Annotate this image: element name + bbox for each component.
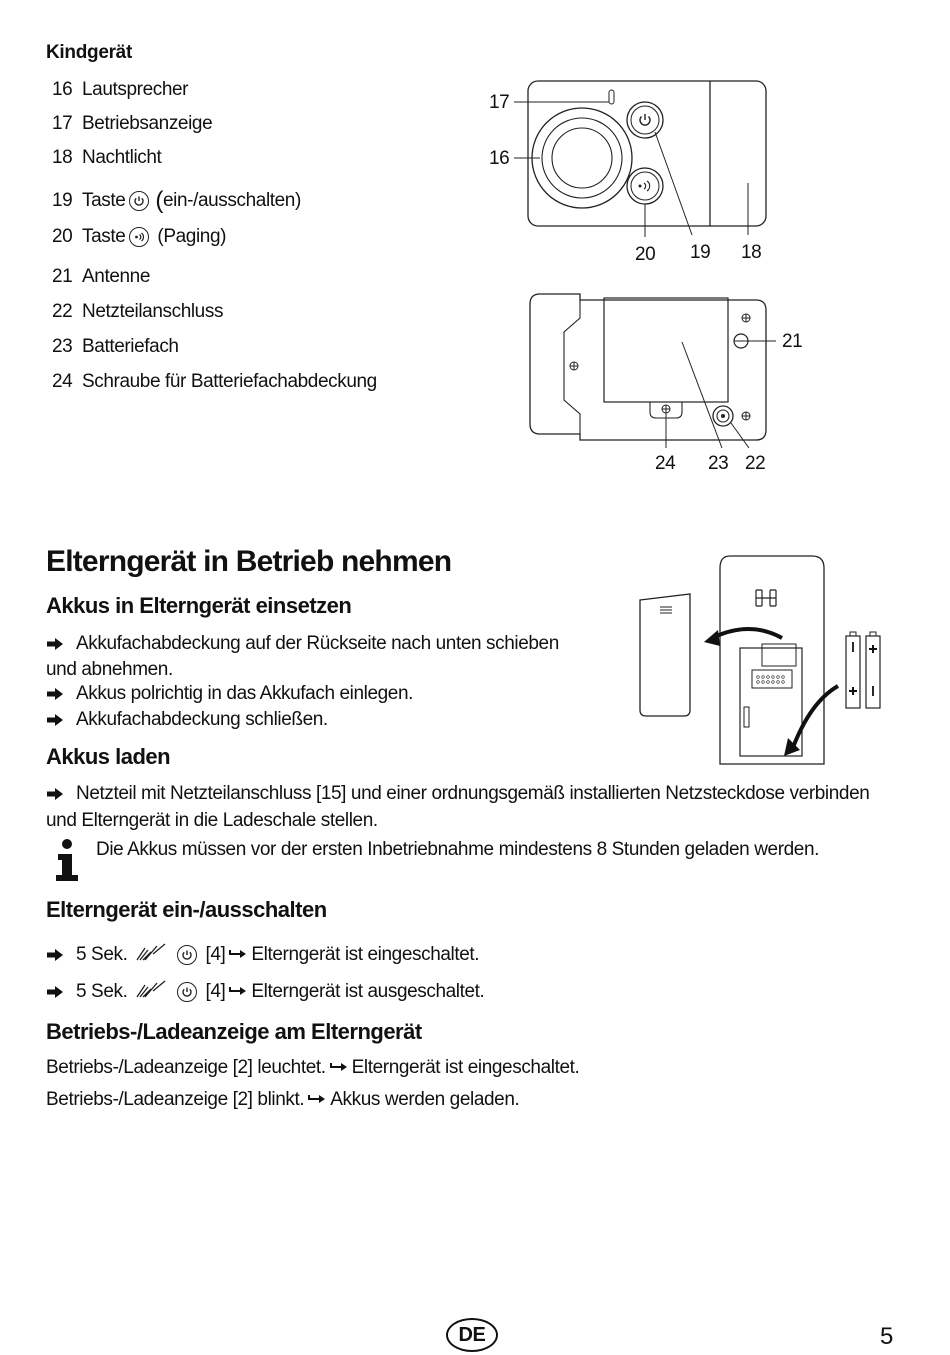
item-label: Lautsprecher — [82, 79, 189, 100]
bullet-arrow-icon — [46, 981, 66, 1003]
language-badge: DE — [446, 1318, 498, 1352]
item-label: Nachtlicht — [82, 147, 162, 168]
callout-20: 20 — [635, 244, 656, 265]
item-number: 18 — [52, 147, 73, 168]
item-paren: ( — [155, 187, 164, 214]
subheading-power-on-off: Elterngerät ein-/ausschalten — [46, 897, 327, 922]
info-icon — [52, 838, 96, 888]
step-connect-charger — [46, 781, 869, 834]
power-icon — [177, 982, 197, 1002]
item-number: 21 — [52, 266, 73, 287]
step-text: Akkufachabdeckung auf der Rückseite nach unten schieben — [76, 633, 559, 654]
bullet-arrow-icon — [46, 944, 66, 966]
step-text-continued: und Elterngerät in die Ladeschale stellen. — [46, 810, 378, 831]
press-hold-icon — [135, 979, 167, 1005]
result-arrow-icon — [308, 1089, 326, 1111]
list-item-22 — [52, 301, 223, 323]
subheading-charge-batteries: Akkus laden — [46, 744, 171, 769]
child-unit-front-diagram — [480, 75, 780, 270]
item-label-prefix: Taste — [82, 226, 126, 247]
result-text: Elterngerät ist eingeschaltet. — [251, 944, 480, 965]
item-number: 23 — [52, 336, 73, 357]
item-number: 19 — [52, 190, 73, 211]
step-text: Netzteil mit Netzteilanschluss [15] und einer ordnungsgemäß installierten Netzsteckdose verbinden — [76, 783, 870, 804]
page-heading-parent-unit: Elterngerät in Betrieb nehmen — [46, 545, 452, 578]
item-label: Schraube für Batteriefachabdeckung — [82, 371, 377, 392]
bullet-arrow-icon — [46, 781, 66, 807]
list-item-17 — [52, 113, 212, 135]
item-number: 17 — [52, 113, 73, 134]
item-label-suffix: (Paging) — [157, 226, 227, 247]
info-text: Die Akkus müssen vor der ersten Inbetriebnahme mindestens 8 Stunden geladen werden. — [96, 839, 820, 860]
duration-text: 5 Sek. — [76, 944, 128, 965]
result-text: Elterngerät ist eingeschaltet. — [351, 1057, 580, 1078]
list-item-20 — [52, 226, 226, 248]
bullet-arrow-icon — [46, 631, 66, 657]
power-icon — [129, 191, 149, 211]
item-label: Antenne — [82, 266, 150, 287]
step-text: Akkufachabdeckung schließen. — [76, 709, 328, 730]
child-unit-back-diagram — [520, 288, 803, 463]
status-row-blink — [46, 1089, 519, 1111]
item-label: Betriebsanzeige — [82, 113, 213, 134]
status-text: Betriebs-/Ladeanzeige [2] leuchtet. — [46, 1057, 326, 1078]
result-arrow-icon — [229, 981, 247, 1003]
item-number: 16 — [52, 79, 73, 100]
status-row-on — [46, 1057, 579, 1079]
list-item-18 — [52, 147, 161, 169]
item-label: Netzteilanschluss — [82, 301, 224, 322]
item-label: Batteriefach — [82, 336, 179, 357]
result-text: Elterngerät ist ausgeschaltet. — [251, 981, 485, 1002]
list-item-16 — [52, 79, 188, 101]
callout-18: 18 — [741, 242, 762, 263]
step-text: Akkus polrichtig in das Akkufach einlegen. — [76, 683, 414, 704]
list-item-19 — [52, 187, 301, 215]
subheading-status-indicator: Betriebs-/Ladeanzeige am Elterngerät — [46, 1019, 422, 1044]
callout-16: 16 — [489, 148, 510, 169]
reference-text: [4] — [205, 981, 226, 1002]
section-title-child-unit: Kindgerät — [46, 42, 132, 63]
power-icon — [177, 945, 197, 965]
item-number: 24 — [52, 371, 73, 392]
list-item-21 — [52, 266, 150, 288]
power-on-row — [46, 942, 479, 968]
step-close-cover — [46, 707, 328, 733]
list-item-24 — [52, 371, 377, 393]
info-note — [52, 838, 819, 888]
power-off-row — [46, 979, 484, 1005]
status-text: Betriebs-/Ladeanzeige [2] blinkt. — [46, 1089, 305, 1110]
result-arrow-icon — [330, 1057, 348, 1079]
result-text: Akkus werden geladen. — [330, 1089, 520, 1110]
step-text-continued: und abnehmen. — [46, 659, 173, 680]
item-number: 20 — [52, 226, 73, 247]
callout-24: 24 — [655, 453, 676, 474]
reference-text: [4] — [205, 944, 226, 965]
result-arrow-icon — [229, 944, 247, 966]
callout-21: 21 — [782, 331, 803, 352]
step-insert-batteries — [46, 681, 413, 707]
item-label-prefix: Taste — [82, 190, 126, 211]
press-hold-icon — [135, 942, 167, 968]
subheading-insert-batteries: Akkus in Elterngerät einsetzen — [46, 593, 352, 618]
page-number: 5 — [880, 1323, 893, 1350]
item-label-suffix: ein-/ausschalten) — [163, 190, 301, 211]
step-remove-cover — [46, 631, 559, 683]
duration-text: 5 Sek. — [76, 981, 128, 1002]
callout-19: 19 — [690, 242, 711, 263]
callout-17: 17 — [489, 92, 510, 113]
list-item-23 — [52, 336, 179, 358]
bullet-arrow-icon — [46, 707, 66, 733]
parent-unit-battery-illustration — [632, 552, 897, 770]
item-number: 22 — [52, 301, 73, 322]
callout-23: 23 — [708, 453, 729, 474]
bullet-arrow-icon — [46, 681, 66, 707]
paging-icon — [129, 227, 149, 247]
callout-22: 22 — [745, 453, 766, 474]
